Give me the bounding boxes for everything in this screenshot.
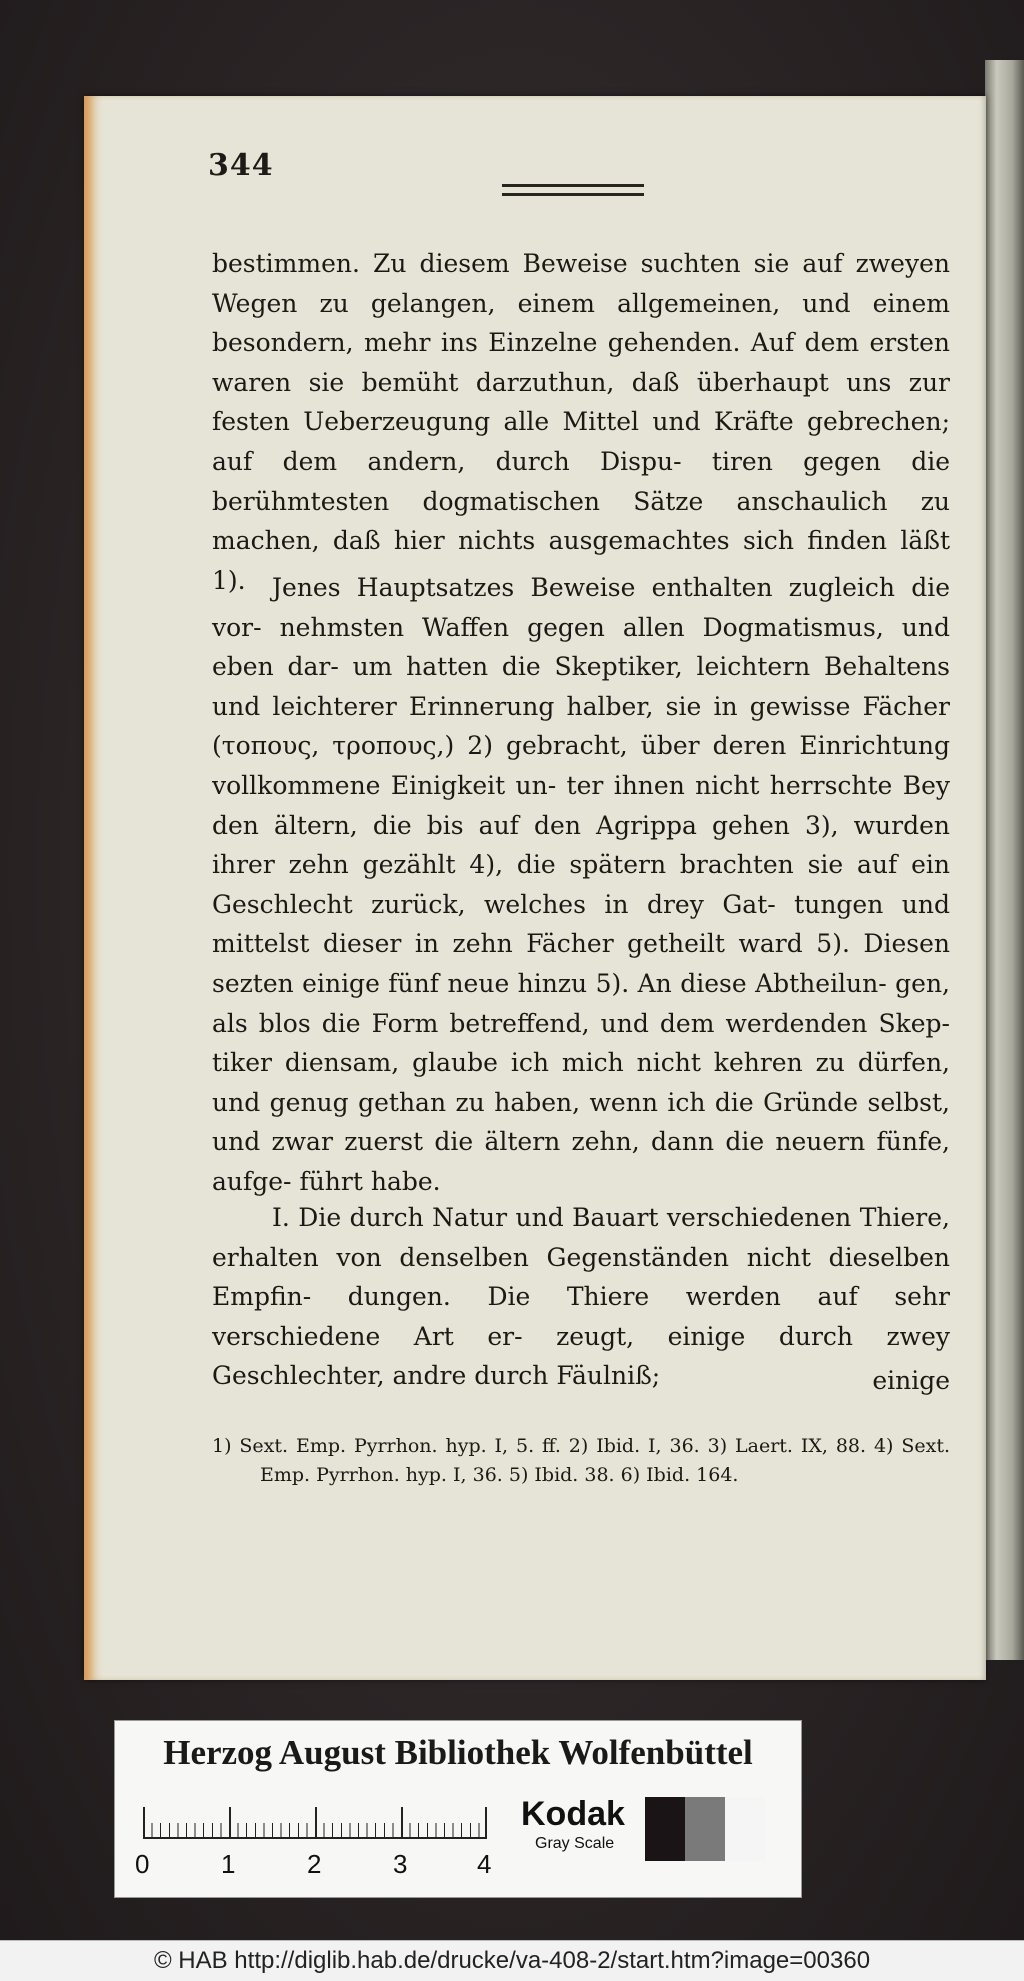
- kodak-logo: Kodak: [521, 1795, 625, 1833]
- catchword: einige: [872, 1366, 950, 1395]
- swatch-white: [725, 1797, 765, 1861]
- ruler-number: 2: [307, 1849, 322, 1879]
- ruler-tick: [143, 1807, 145, 1837]
- ruler-tick: [485, 1807, 487, 1837]
- ruler-tick: [229, 1807, 231, 1837]
- ruler: [143, 1807, 487, 1839]
- paragraph-3: I. Die durch Natur und Bauart verschiedenen Thiere, erhalten von denselben Gegenständen nicht dieselben Empfin- dungen. Die Thiere werden auf sehr verschiedene Art er- zeugt, einige durch zwey Geschlechter, andre durch Fäulniß;: [212, 1203, 950, 1391]
- ruler-number: 1: [221, 1849, 236, 1879]
- copyright-link-text[interactable]: © HAB http://diglib.hab.de/drucke/va-408-2/start.htm?image=00360: [153, 1947, 871, 1974]
- page-number: 344: [208, 148, 274, 183]
- adjacent-page-edge: [985, 60, 1024, 1660]
- book-page: [84, 96, 986, 1680]
- ruler-tick: [401, 1807, 403, 1837]
- institution-name: Herzog August Bibliothek Wolfenbüttel: [163, 1733, 753, 1772]
- footer-bar: [0, 1940, 1024, 1981]
- header-ornament-rule: [502, 184, 644, 196]
- footnotes: 1) Sext. Emp. Pyrrhon. hyp. I, 5. ff. 2) Ibid. I, 36. 3) Laert. IX, 88. 4) Sext. Emp. Pyrrhon. hyp. I, 36. 5) Ibid. 38. 6) Ibid. 164.: [212, 1435, 950, 1486]
- swatch-black: [645, 1797, 685, 1861]
- ruler-number: 4: [477, 1849, 492, 1879]
- paragraph-2: Jenes Hauptsatzes Beweise enthalten zugleich die vor- nehmsten Waffen gegen allen Dogmatismus, und eben dar- um hatten die Skeptiker, leichtern Behaltens und leichterer Erinnerung halber, sie in gewisse Fächer (τοπους, τροπους,) 2) gebracht, über deren Einrichtung vollkommene Einigkeit un- ter ihnen nicht herrschte Bey den ältern, die bis auf den Agrippa gehen 3), wurden ihrer zehn gezählt 4), die spätern brachten sie auf ein Geschlecht zurück, welches in drey Gat- tungen und mittelst dieser in zehn Fächer getheilt ward 5). Diesen sezten einige fünf neue hinzu 5). An diese Abtheilun- gen, als blos die Form betreffend, und dem werdenden Skep- tiker diensam, glaube ich mich nicht kehren zu dürfen, und genug gethan zu haben, wenn ich die Gründe selbst, und zwar zuerst die ältern zehn, dann die neuern fünfe, aufge- führt habe.: [212, 573, 950, 1196]
- ruler-tick: [315, 1807, 317, 1837]
- scale-card: [114, 1720, 802, 1898]
- gray-scale-swatches: [645, 1797, 765, 1861]
- ruler-number: 3: [393, 1849, 408, 1879]
- ruler-number: 0: [135, 1849, 150, 1879]
- swatch-gray: [685, 1797, 725, 1861]
- gray-scale-label: Gray Scale: [535, 1835, 615, 1852]
- paragraph-1: bestimmen. Zu diesem Beweise suchten sie auf zweyen Wegen zu gelangen, einem allgemeinen, und einem besondern, mehr ins Einzelne gehenden. Auf dem ersten waren sie bemüht darzuthun, daß überhaupt uns zur festen Ueberzeugung alle Mittel und Kräfte gebrechen; auf dem andern, durch Dispu- tiren gegen die berühmtesten dogmatischen Sätze anschaulich zu machen, daß hier nichts ausgemachtes sich finden läßt 1).: [212, 249, 950, 595]
